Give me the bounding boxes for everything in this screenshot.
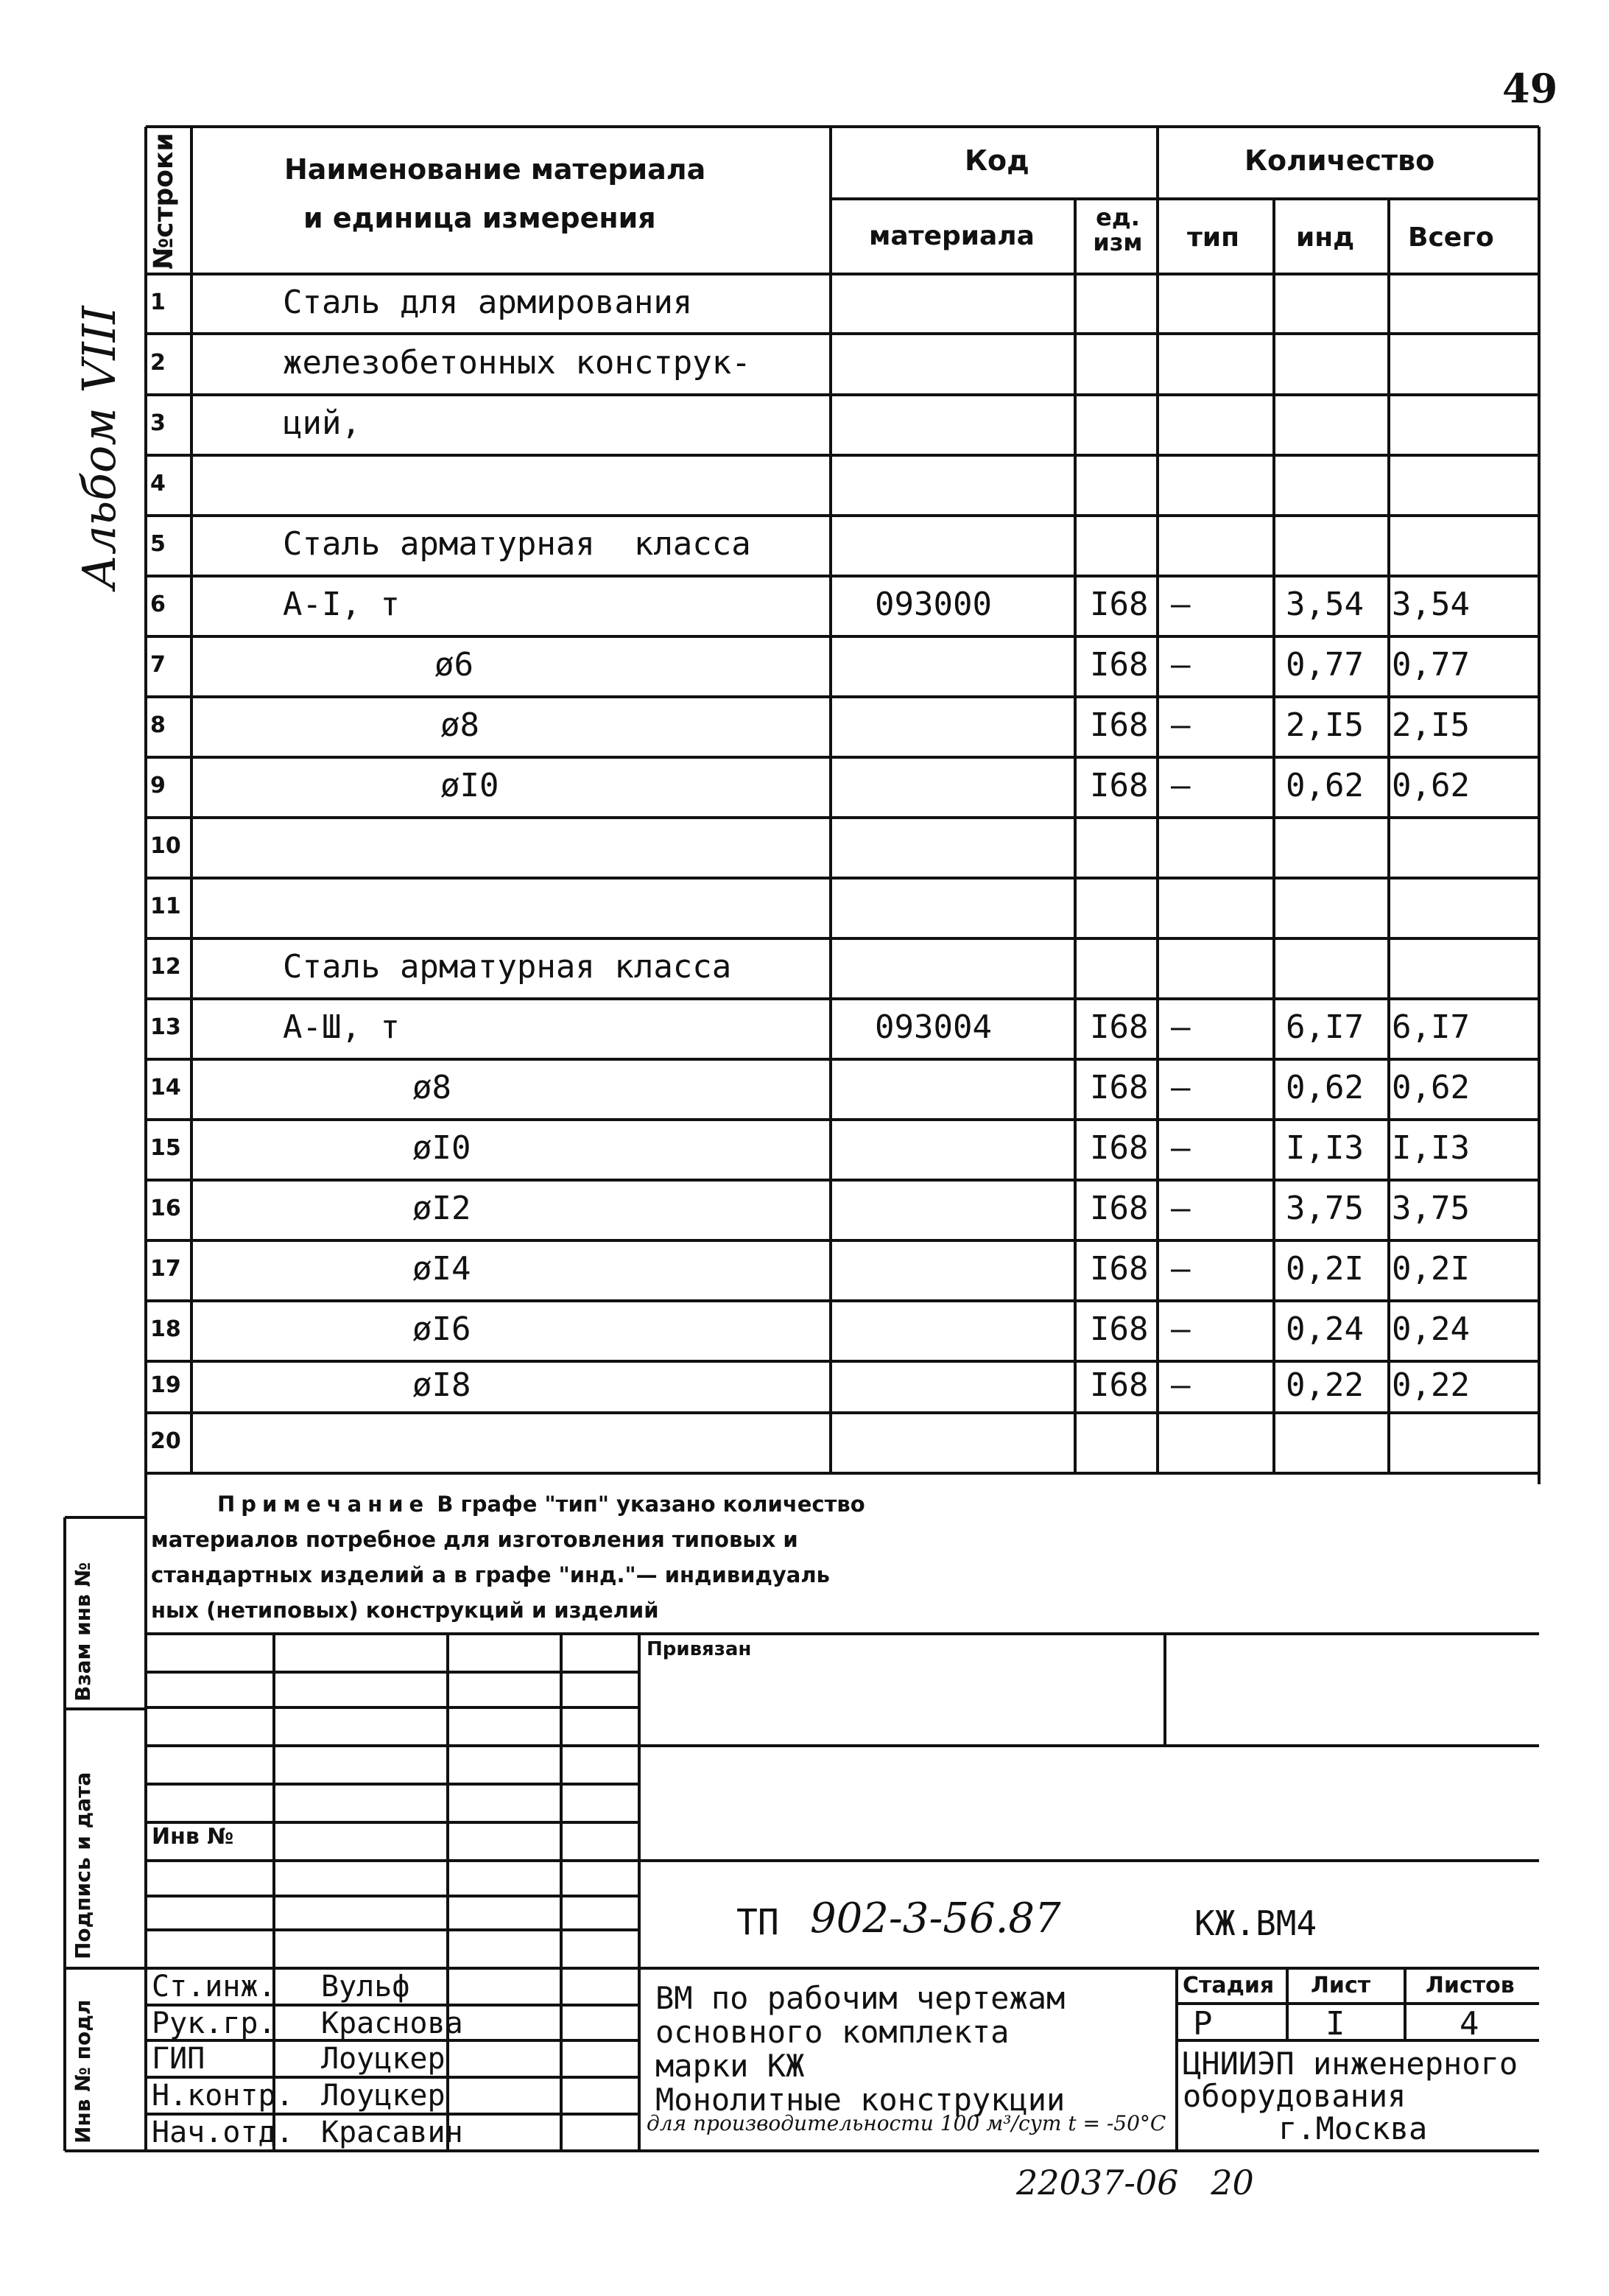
row-number: 1 <box>150 289 166 315</box>
sheets-label: Листов <box>1426 1973 1515 1998</box>
row-number: 11 <box>150 894 181 919</box>
row-unit: I68 <box>1090 1129 1149 1167</box>
row-unit: I68 <box>1090 1310 1149 1348</box>
row-ind: 0,77 <box>1286 646 1364 684</box>
note-line4: ных (нетиповых) конструкций и изделий <box>151 1598 659 1623</box>
staff-name: Лоуцкер <box>321 2079 446 2113</box>
row-unit: I68 <box>1090 706 1149 744</box>
sheets-value: 4 <box>1460 2005 1479 2043</box>
staff-role: Н.контр. <box>152 2079 294 2113</box>
side-label-podpis: Подпись и дата <box>71 1772 95 1959</box>
sheet-label: Лист <box>1311 1973 1371 1998</box>
row-number: 15 <box>150 1135 181 1161</box>
org-line3: г.Москва <box>1278 2110 1428 2146</box>
row-total: 0,22 <box>1392 1366 1470 1404</box>
row-name: øI6 <box>412 1310 471 1348</box>
row-number: 13 <box>150 1014 181 1040</box>
note-line1: В графе "тип" указано количество <box>437 1492 865 1517</box>
row-ind: 0,2I <box>1286 1250 1364 1288</box>
row-number: 7 <box>150 652 166 678</box>
header-code-material: материала <box>869 221 1035 251</box>
header-qty-ind: инд <box>1296 222 1355 253</box>
header-name-line1: Наименование материала <box>284 153 706 186</box>
row-unit: I68 <box>1090 767 1149 804</box>
side-label-vzam: Взам инв № <box>71 1562 95 1702</box>
row-name: Сталь арматурная класса <box>283 948 732 986</box>
org-line1: ЦНИИЭП инженерного <box>1183 2046 1518 2082</box>
row-total: 0,24 <box>1392 1310 1470 1348</box>
row-unit: I68 <box>1090 1366 1149 1404</box>
row-name: ø8 <box>440 706 479 744</box>
doc-code-hand: 902-3-56.87 <box>810 1895 1061 1942</box>
org-block <box>1183 2048 1518 2145</box>
row-type: – <box>1171 1129 1191 1167</box>
row-type: – <box>1171 1250 1191 1288</box>
note-line2: материалов потребное для изготовления типовых и <box>151 1527 798 1552</box>
row-number: 14 <box>150 1075 181 1100</box>
row-number: 3 <box>150 410 166 436</box>
row-type: – <box>1171 1008 1191 1046</box>
row-name: øI0 <box>440 767 499 804</box>
stage-value: Р <box>1193 2005 1213 2043</box>
staff-role: Нач.отд. <box>152 2116 294 2149</box>
row-name: A-I, т <box>283 586 400 623</box>
row-type: – <box>1171 646 1191 684</box>
row-name: ø6 <box>434 646 473 684</box>
row-number: 10 <box>150 833 181 859</box>
row-number: 20 <box>150 1428 181 1454</box>
row-type: – <box>1171 1310 1191 1348</box>
album-label: Альбом VIII <box>72 306 126 589</box>
row-total: I,I3 <box>1392 1129 1470 1167</box>
row-code: 093004 <box>875 1008 992 1046</box>
row-name: ø8 <box>412 1069 451 1106</box>
row-number: 6 <box>150 591 166 617</box>
staff-name: Краснова <box>321 2007 463 2040</box>
page-number: 49 <box>1502 65 1558 112</box>
row-unit: I68 <box>1090 646 1149 684</box>
row-number: 16 <box>150 1196 181 1221</box>
row-ind: 0,24 <box>1286 1310 1364 1348</box>
row-name: øI8 <box>412 1366 471 1404</box>
row-ind: 3,54 <box>1286 586 1364 623</box>
row-unit: I68 <box>1090 1250 1149 1288</box>
row-number: 17 <box>150 1256 181 1282</box>
org-line2: оборудования <box>1183 2078 1406 2114</box>
row-total: 0,62 <box>1392 767 1470 804</box>
row-number: 18 <box>150 1316 181 1342</box>
row-type: – <box>1171 767 1191 804</box>
row-unit: I68 <box>1090 1008 1149 1046</box>
row-number: 8 <box>150 712 166 738</box>
staff-role: Рук.гр. <box>152 2007 276 2040</box>
doc-code-prefix: ТП <box>736 1902 779 1943</box>
row-unit: I68 <box>1090 586 1149 623</box>
row-ind: 3,75 <box>1286 1190 1364 1227</box>
header-quantity: Количество <box>1244 144 1435 177</box>
row-total: 3,75 <box>1392 1190 1470 1227</box>
row-number: 4 <box>150 471 166 496</box>
row-type: – <box>1171 1069 1191 1106</box>
note-lead: Примечание <box>217 1492 430 1517</box>
row-type: – <box>1171 706 1191 744</box>
row-number: 2 <box>150 349 166 376</box>
doc-title-line1: ВМ по рабочим чертежам <box>655 1980 1066 2016</box>
row-number: 5 <box>150 531 166 557</box>
row-total: 0,62 <box>1392 1069 1470 1106</box>
row-ind: 2,I5 <box>1286 706 1364 744</box>
row-unit: I68 <box>1090 1190 1149 1227</box>
header-code-unit: ед. изм <box>1093 203 1143 256</box>
header-qty-type: тип <box>1187 222 1239 253</box>
row-total: 2,I5 <box>1392 706 1470 744</box>
staff-name: Лоуцкер <box>321 2042 446 2076</box>
row-total: 3,54 <box>1392 586 1470 623</box>
row-type: – <box>1171 1366 1191 1404</box>
stage-label: Стадия <box>1183 1973 1275 1998</box>
doc-title-hand: для производительности 100 м³/сут t = -50°C <box>647 2111 1166 2135</box>
row-name: ций, <box>283 404 361 442</box>
doc-title-line4: Монолитные конструкции <box>655 2082 1066 2118</box>
row-name: øI4 <box>412 1250 471 1288</box>
privyazan-label: Привязан <box>647 1638 752 1660</box>
row-name: Сталь арматурная класса <box>283 525 751 563</box>
row-total: 0,2I <box>1392 1250 1470 1288</box>
footer-hand: 22037-06 20 <box>1016 2163 1254 2202</box>
header-name-line2: и единица измерения <box>303 202 656 234</box>
sheet-value: I <box>1325 2005 1345 2043</box>
row-ind: I,I3 <box>1286 1129 1364 1167</box>
header-qty-total: Всего <box>1408 222 1494 253</box>
row-ind: 0,62 <box>1286 767 1364 804</box>
row-name: A-Ш, т <box>283 1008 400 1046</box>
row-type: – <box>1171 586 1191 623</box>
row-unit: I68 <box>1090 1069 1149 1106</box>
row-name: øI0 <box>412 1129 471 1167</box>
doc-title-line3: марки КЖ <box>655 2048 805 2084</box>
row-ind: 0,22 <box>1286 1366 1364 1404</box>
row-name: Сталь для армирования <box>283 283 693 321</box>
row-total: 0,77 <box>1392 646 1470 684</box>
row-number: 9 <box>150 773 166 798</box>
row-name: øI2 <box>412 1190 471 1227</box>
staff-name: Вульф <box>321 1970 410 2004</box>
row-total: 6,I7 <box>1392 1008 1470 1046</box>
note-line3: стандартных изделий а в графе "инд."— индивидуаль <box>151 1562 830 1587</box>
inv-no-label: Инв № <box>152 1824 234 1850</box>
row-name: железобетонных конструк- <box>283 343 751 382</box>
staff-role: ГИП <box>152 2042 205 2076</box>
row-ind: 6,I7 <box>1286 1008 1364 1046</box>
row-ind: 0,62 <box>1286 1069 1364 1106</box>
note <box>151 1486 1535 1628</box>
row-number: 12 <box>150 954 181 980</box>
staff-role: Ст.инж. <box>152 1970 276 2004</box>
doc-title <box>655 1981 1065 2117</box>
row-type: – <box>1171 1190 1191 1227</box>
side-label-inv-podl: Инв № подл <box>71 1999 95 2144</box>
row-code: 093000 <box>875 586 992 623</box>
doc-title-line2: основного комплекта <box>655 2014 1010 2050</box>
header-row-no: №строки <box>149 133 179 270</box>
row-number: 19 <box>150 1372 181 1398</box>
doc-mark: КЖ.ВМ4 <box>1194 1903 1317 1943</box>
header-code: Код <box>965 144 1029 177</box>
staff-name: Красавин <box>321 2116 463 2149</box>
